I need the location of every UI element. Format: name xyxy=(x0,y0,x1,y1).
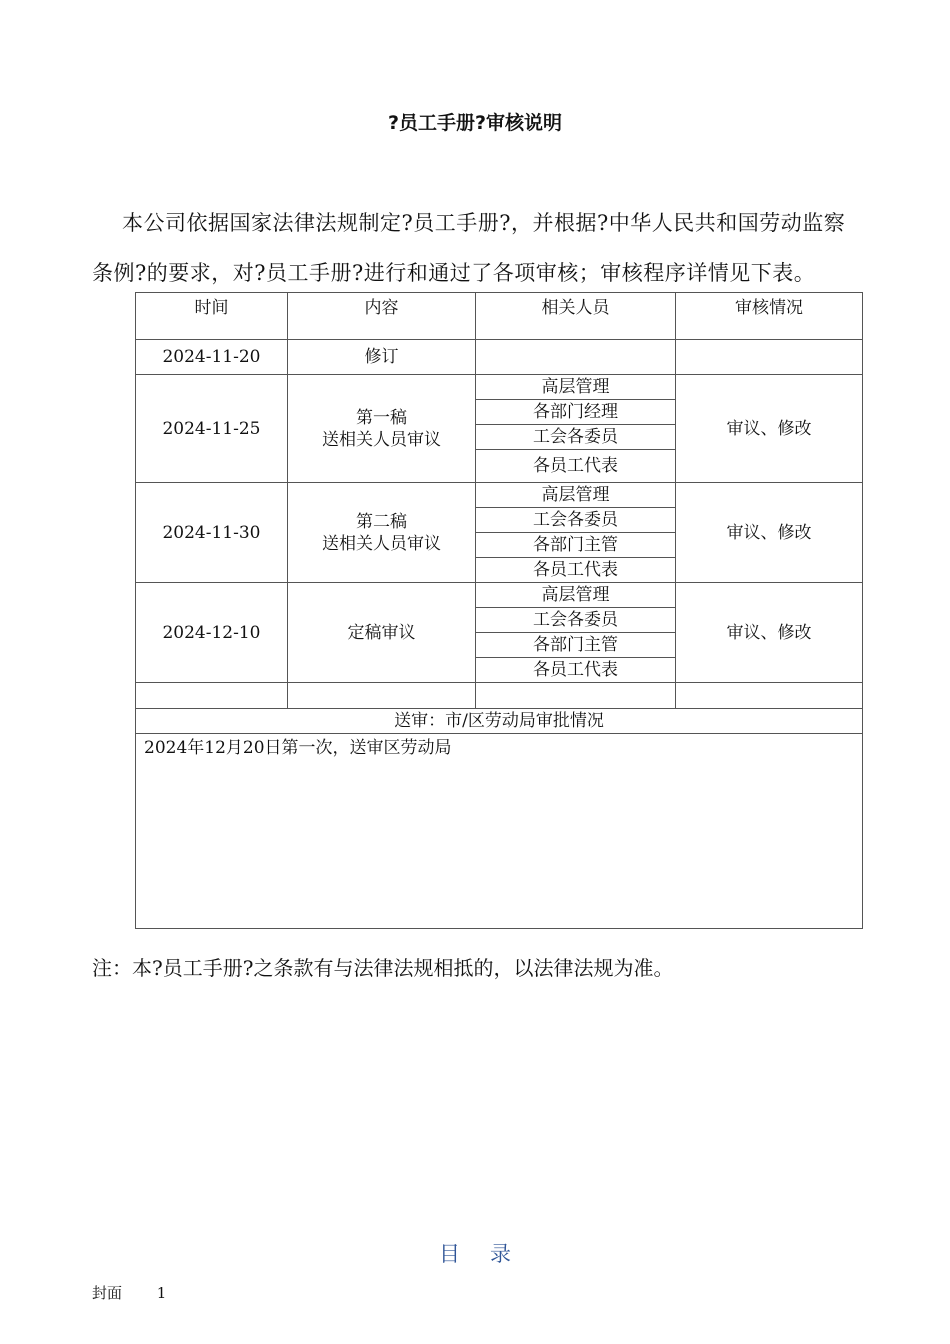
row-person: 各员工代表 xyxy=(476,558,676,583)
document-title: ?员工手册?审核说明 xyxy=(387,112,563,134)
page-footer xyxy=(92,1282,196,1303)
footnote: 注：本?员工手册?之条款有与法律法规相抵的，以法律法规为准。 xyxy=(92,956,674,980)
header-people: 相关人员 xyxy=(476,293,676,340)
row-content-line: 送相关人员审议 xyxy=(322,533,441,554)
report-header-row xyxy=(136,709,863,734)
table-header-row xyxy=(136,293,863,340)
row-person: 高层管理 xyxy=(476,583,676,608)
row-person: 工会各委员 xyxy=(476,508,676,533)
row-date: 2024-12-10 xyxy=(136,583,288,683)
row-content-line: 送相关人员审议 xyxy=(322,429,441,450)
row-person: 工会各委员 xyxy=(476,425,676,450)
header-status: 审核情况 xyxy=(676,293,863,340)
row-status: 审议、修改 xyxy=(676,375,863,483)
table-row xyxy=(136,375,863,400)
header-content: 内容 xyxy=(288,293,476,340)
row-date: 2024-11-25 xyxy=(136,375,288,483)
row-status: 审议、修改 xyxy=(676,583,863,683)
row-content: 定稿审议 xyxy=(288,583,476,683)
row-person: 各员工代表 xyxy=(476,658,676,683)
row-content xyxy=(288,375,476,483)
header-time: 时间 xyxy=(136,293,288,340)
row-person: 各部门经理 xyxy=(476,400,676,425)
row-content: 修订 xyxy=(288,340,476,375)
footer-page-number: 1 xyxy=(156,1284,167,1302)
table-row xyxy=(136,340,863,375)
row-person: 高层管理 xyxy=(476,375,676,400)
row-people-empty xyxy=(476,340,676,375)
row-content xyxy=(288,483,476,583)
report-text: 2024年12月20日第一次，送审区劳动局 xyxy=(136,734,863,929)
footer-label: 封面 xyxy=(92,1284,123,1302)
row-date: 2024-11-30 xyxy=(136,483,288,583)
row-person: 工会各委员 xyxy=(476,608,676,633)
intro-paragraph: 本公司依据国家法律法规制定?员工手册?，并根据?中华人民共和国劳动监察条例?的要求，对?员工手册?进行和通过了各项审核；审核程序详情见下表。 xyxy=(92,211,846,285)
row-date: 2024-11-20 xyxy=(136,340,288,375)
table-row xyxy=(136,483,863,508)
report-body-row xyxy=(136,734,863,929)
row-status: 审议、修改 xyxy=(676,483,863,583)
toc-heading: 目录 xyxy=(439,1242,541,1266)
row-status-empty xyxy=(676,340,863,375)
row-content-line: 第一稿 xyxy=(356,407,407,428)
table-row-empty xyxy=(136,683,863,709)
row-person: 高层管理 xyxy=(476,483,676,508)
table-row xyxy=(136,583,863,608)
row-person: 各部门主管 xyxy=(476,533,676,558)
report-header: 送审：市/区劳动局审批情况 xyxy=(136,709,863,734)
row-person: 各部门主管 xyxy=(476,633,676,658)
review-table xyxy=(135,292,863,929)
row-content-line: 第二稿 xyxy=(356,511,407,532)
row-person: 各员工代表 xyxy=(476,450,676,483)
